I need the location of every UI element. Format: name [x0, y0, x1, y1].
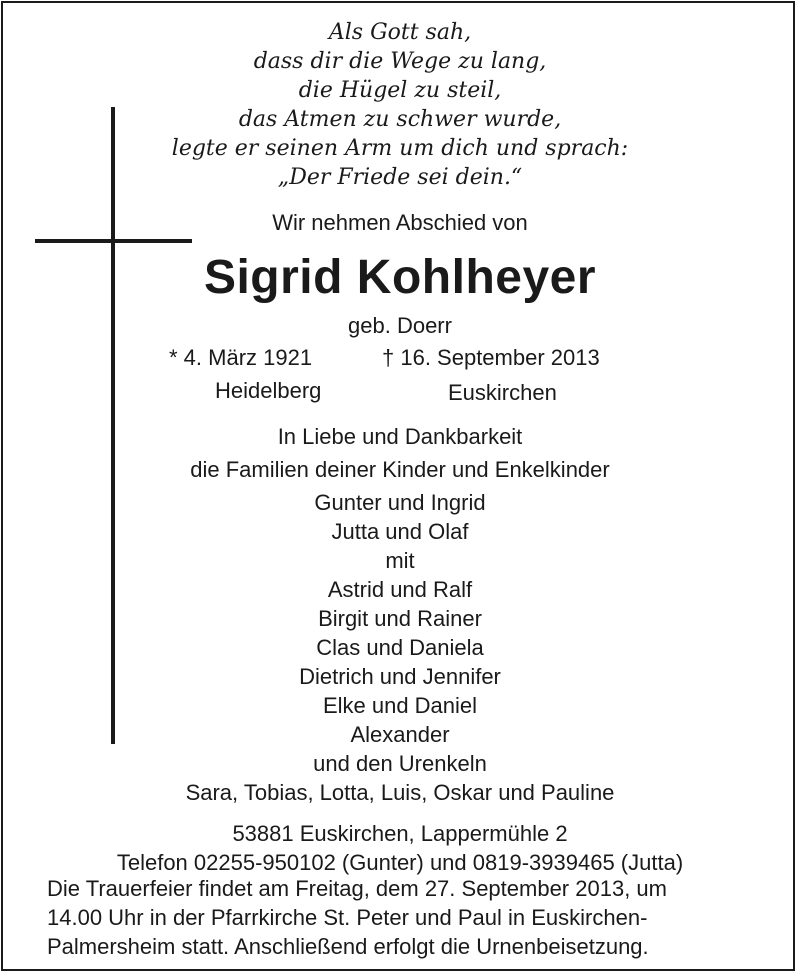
farewell-intro: Wir nehmen Abschied von	[272, 210, 528, 235]
poem-line: „Der Friede sei dein.“	[277, 165, 523, 190]
list-item: Clas und Daniela	[316, 635, 484, 660]
list-item: Sara, Tobias, Lotta, Luis, Oskar und Pauline	[185, 780, 615, 805]
address: 53881 Euskirchen, Lappermühle 2	[232, 821, 568, 846]
ceremony-line: Palmersheim statt. Anschließend erfolgt die Urnenbeisetzung.	[47, 934, 649, 959]
birth-place: Heidelberg	[215, 378, 322, 403]
cross-icon-horizontal-bar	[35, 239, 192, 243]
list-item: Birgit und Rainer	[318, 606, 482, 631]
death-date: † 16. September 2013	[382, 345, 600, 370]
list-item: Astrid und Ralf	[327, 577, 473, 602]
list-item: Elke und Daniel	[322, 693, 478, 718]
families-line: die Familien deiner Kinder und Enkelkinder	[190, 457, 610, 482]
poem-line: dass dir die Wege zu lang,	[253, 49, 547, 74]
birth-date: * 4. März 1921	[169, 345, 313, 370]
poem-line: Als Gott sah,	[328, 20, 472, 45]
list-item: Jutta und Olaf	[331, 519, 469, 544]
list-item: Alexander	[350, 722, 450, 747]
death-place: Euskirchen	[448, 380, 557, 405]
ceremony-line: Die Trauerfeier findet am Freitag, dem 27. September 2013, um	[47, 876, 667, 901]
maiden-name: geb. Doerr	[348, 313, 452, 338]
poem-line: die Hügel zu steil,	[298, 78, 502, 103]
list-item: und den Urenkeln	[313, 751, 487, 776]
poem-line: legte er seinen Arm um dich und sprach:	[171, 136, 629, 161]
poem	[0, 18, 800, 192]
ceremony-line: 14.00 Uhr in der Pfarrkirche St. Peter und Paul in Euskirchen-	[47, 905, 648, 930]
list-item: Gunter und Ingrid	[314, 490, 486, 515]
list-item: Dietrich und Jennifer	[299, 664, 501, 689]
dedication: In Liebe und Dankbarkeit	[277, 424, 523, 449]
phone: Telefon 02255-950102 (Gunter) und 0819-3939465 (Jutta)	[116, 850, 684, 875]
ceremony-info	[47, 874, 667, 961]
deceased-name: Sigrid Kohlheyer	[203, 251, 597, 304]
mourners-list	[0, 422, 800, 877]
poem-line: das Atmen zu schwer wurde,	[238, 107, 562, 132]
list-item: mit	[385, 548, 415, 573]
